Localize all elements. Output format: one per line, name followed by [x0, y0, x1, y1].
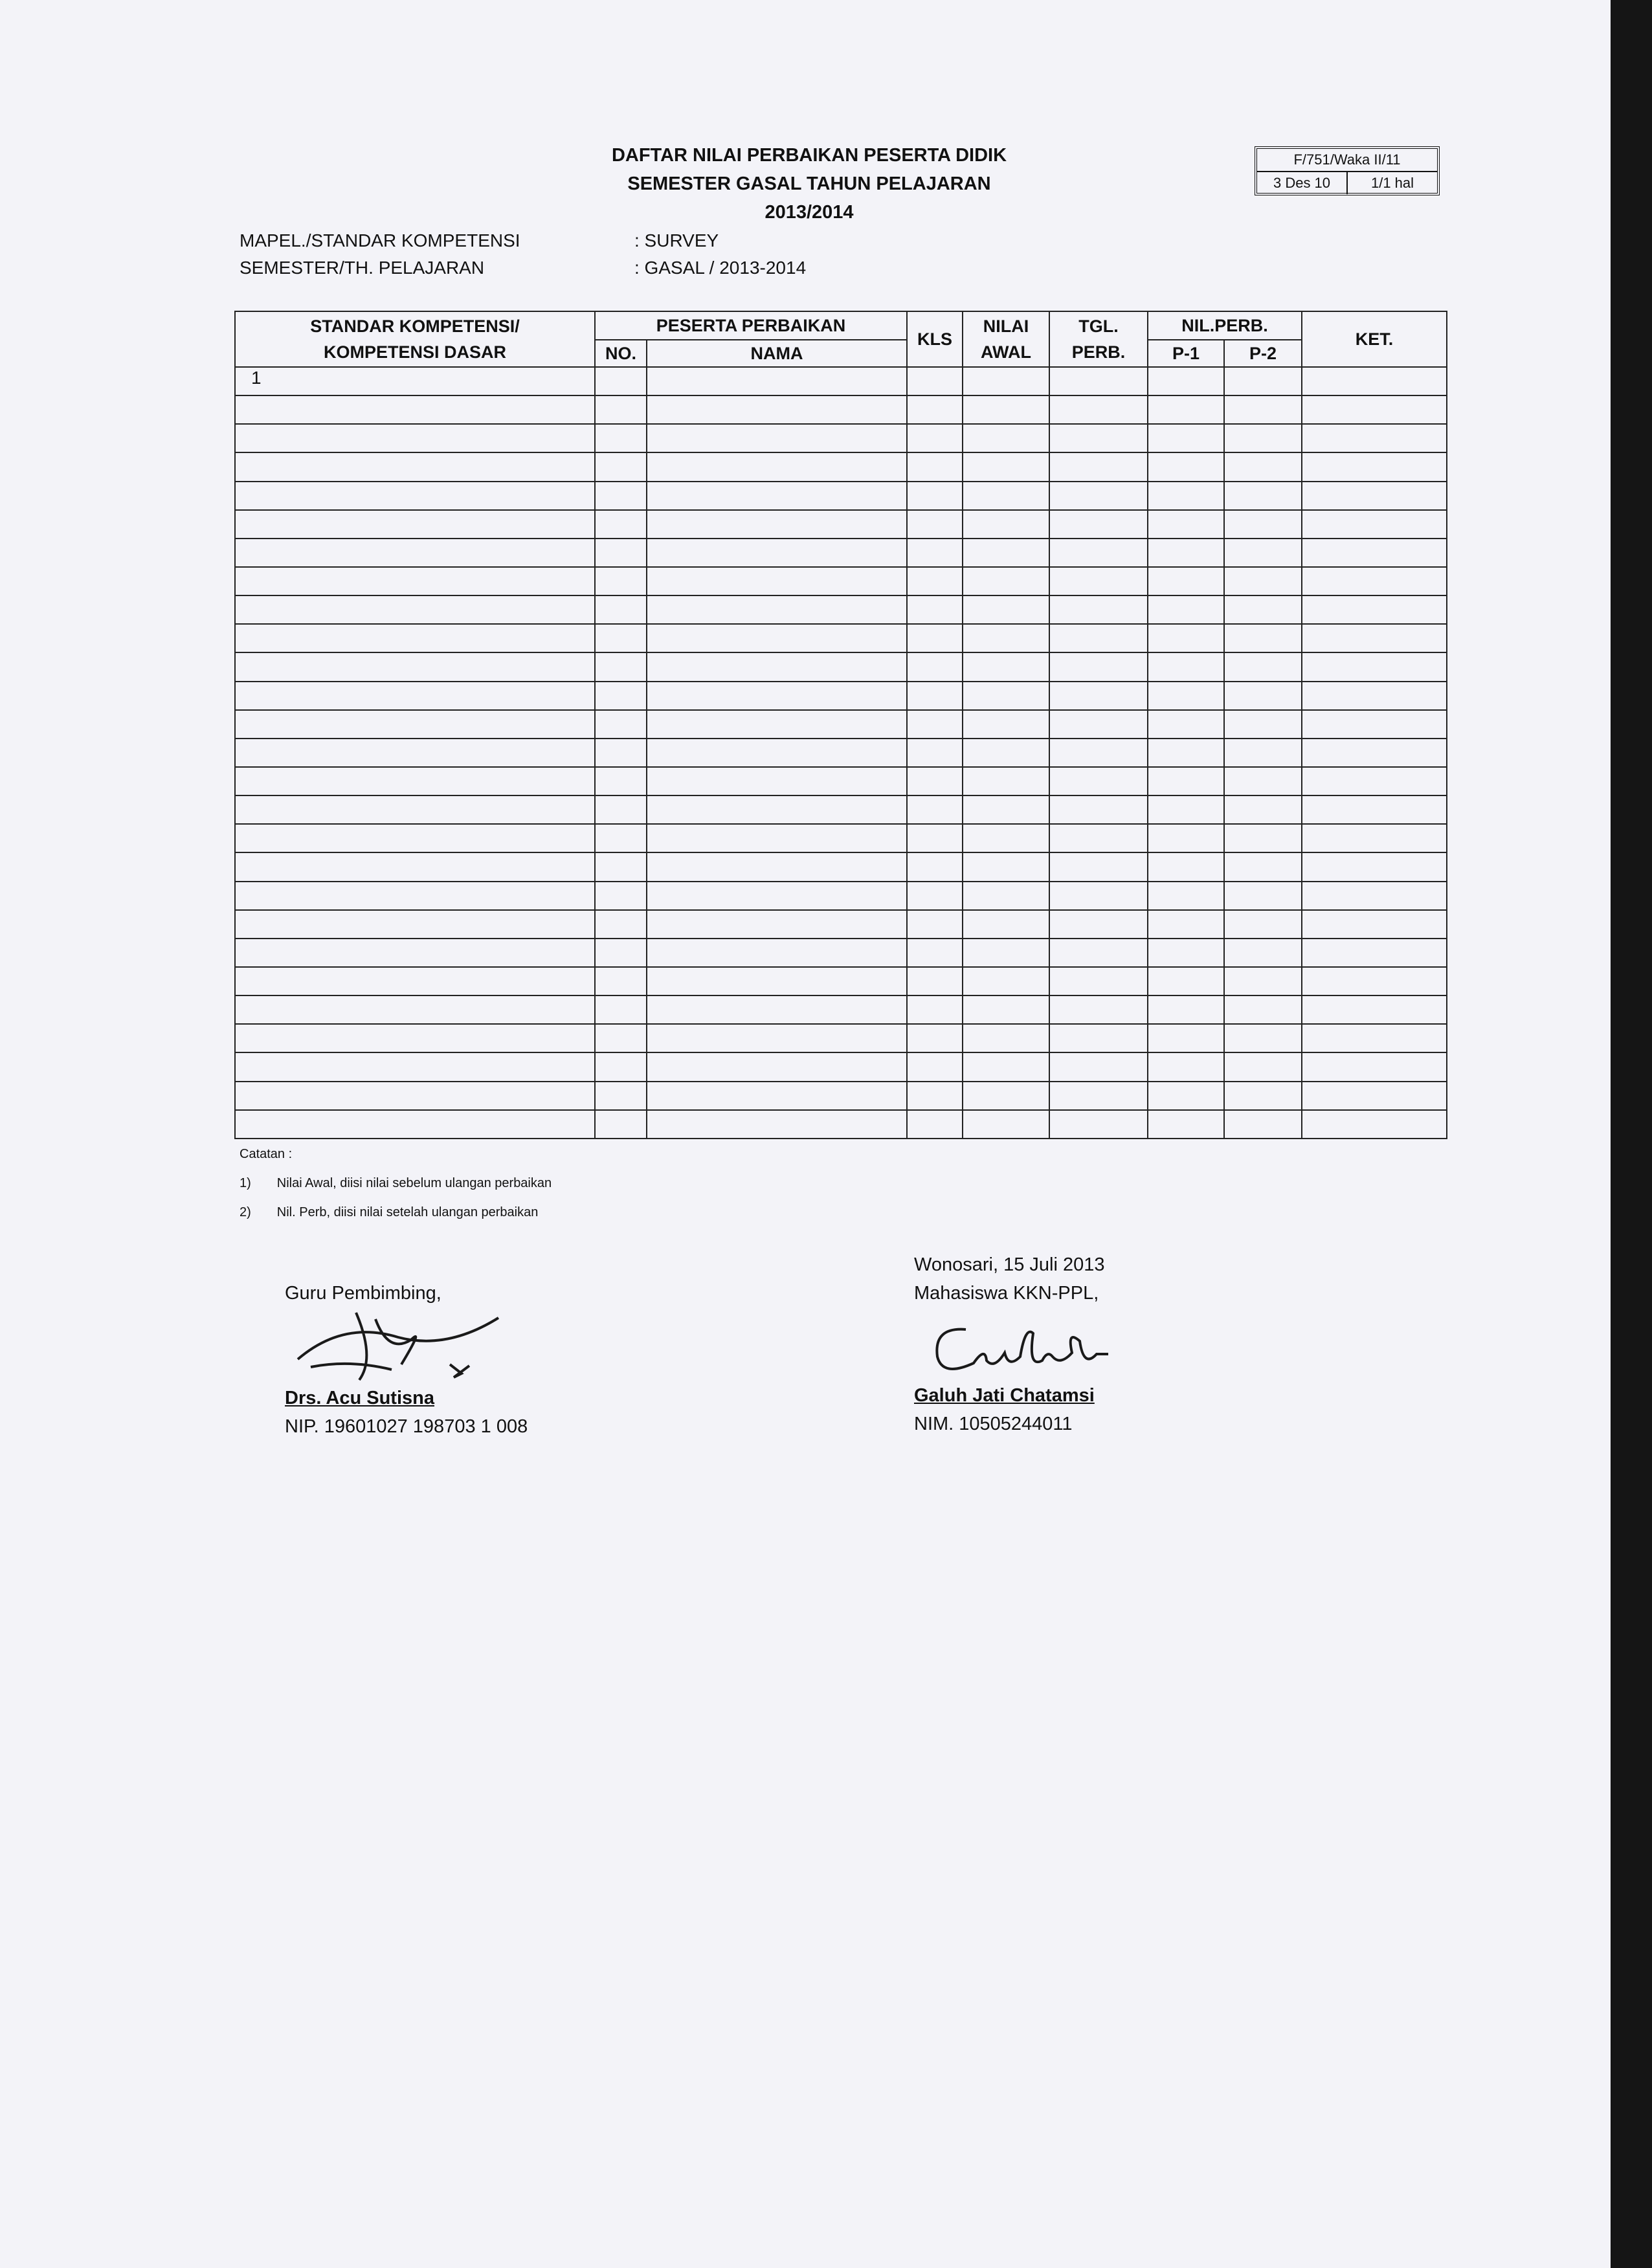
- table-row: [235, 1024, 1447, 1052]
- table-row: [235, 395, 1447, 424]
- note-1-text: Nilai Awal, diisi nilai sebelum ulangan perbaikan: [276, 1176, 552, 1190]
- note-1-number: 1): [240, 1176, 251, 1190]
- table-row: [235, 652, 1447, 681]
- table-row: [235, 624, 1447, 652]
- form-pages: 1/1 hal: [1370, 175, 1414, 191]
- title-line-2: SEMESTER GASAL TAHUN PELAJARAN 2013/2014: [627, 173, 991, 223]
- form-code-box: [1255, 146, 1440, 195]
- note-2-number: 2): [240, 1205, 251, 1219]
- student-signature-icon: [914, 1307, 1121, 1381]
- header-nama: NAMA: [647, 340, 907, 367]
- header-kls: KLS: [907, 311, 963, 367]
- form-date: 3 Des 10: [1257, 172, 1348, 194]
- form-code: F/751/Waka II/11: [1257, 149, 1437, 172]
- table-row: [235, 967, 1447, 995]
- student-nim: NIM. 10505244011: [914, 1414, 1073, 1434]
- mapel-value: : SURVEY: [634, 230, 719, 250]
- student-signature-block: [914, 1251, 1121, 1438]
- table-row: [235, 795, 1447, 824]
- header-peserta-perbaikan: PESERTA PERBAIKAN: [595, 311, 907, 340]
- table-row: [235, 1110, 1447, 1139]
- table-row: [235, 739, 1447, 767]
- teacher-role: Guru Pembimbing,: [285, 1283, 441, 1304]
- table-row: [235, 1052, 1447, 1081]
- table-row: [235, 539, 1447, 567]
- table-row: [235, 1082, 1447, 1110]
- teacher-name: Drs. Acu Sutisna: [285, 1388, 434, 1408]
- table-row: [235, 567, 1447, 595]
- table-body: [235, 367, 1447, 1139]
- table-row: [235, 367, 1447, 395]
- score-table: [234, 311, 1447, 1139]
- header-tgl-perb: TGL. PERB.: [1049, 311, 1148, 367]
- teacher-signature-icon: [285, 1307, 557, 1384]
- teacher-signature-block: [285, 1279, 557, 1441]
- table-gap-row: [235, 424, 1447, 452]
- table-row: [235, 510, 1447, 539]
- table-row: [235, 767, 1447, 795]
- mapel-label: MAPEL./STANDAR KOMPETENSI: [240, 230, 520, 250]
- table-row: [235, 852, 1447, 881]
- scan-edge: [1611, 0, 1652, 2268]
- semester-value: : GASAL / 2013-2014: [634, 258, 807, 278]
- table-row: [235, 682, 1447, 710]
- table-row: [235, 995, 1447, 1024]
- notes: [240, 1147, 552, 1220]
- header-standar-kompetensi: STANDAR KOMPETENSI/ KOMPETENSI DASAR: [235, 311, 595, 367]
- table-row: [235, 710, 1447, 739]
- table-row: [235, 882, 1447, 910]
- teacher-nip: NIP. 19601027 198703 1 008: [285, 1416, 528, 1437]
- student-role: Mahasiswa KKN-PPL,: [914, 1283, 1099, 1304]
- table-row: [235, 824, 1447, 852]
- header-nil-perb: NIL.PERB.: [1148, 311, 1302, 340]
- semester-label: SEMESTER/TH. PELAJARAN: [240, 258, 485, 278]
- first-row-number: 1: [235, 367, 595, 395]
- table-row: [235, 595, 1447, 624]
- header-p2: P-2: [1224, 340, 1302, 367]
- document-title: [583, 141, 1036, 227]
- student-name: Galuh Jati Chatamsi: [914, 1385, 1095, 1406]
- header-nilai-awal: NILAI AWAL: [963, 311, 1049, 367]
- header-p1: P-1: [1148, 340, 1224, 367]
- table-row: [235, 482, 1447, 510]
- header-no: NO.: [595, 340, 647, 367]
- header-ket: KET.: [1302, 311, 1447, 367]
- title-line-1: DAFTAR NILAI PERBAIKAN PESERTA DIDIK: [611, 145, 1007, 166]
- table-row: [235, 910, 1447, 939]
- notes-title: Catatan :: [240, 1147, 293, 1161]
- signing-place-date: Wonosari, 15 Juli 2013: [914, 1254, 1105, 1275]
- table-row: [235, 452, 1447, 481]
- note-2-text: Nil. Perb, diisi nilai setelah ulangan perbaikan: [276, 1205, 539, 1219]
- table-row: [235, 939, 1447, 967]
